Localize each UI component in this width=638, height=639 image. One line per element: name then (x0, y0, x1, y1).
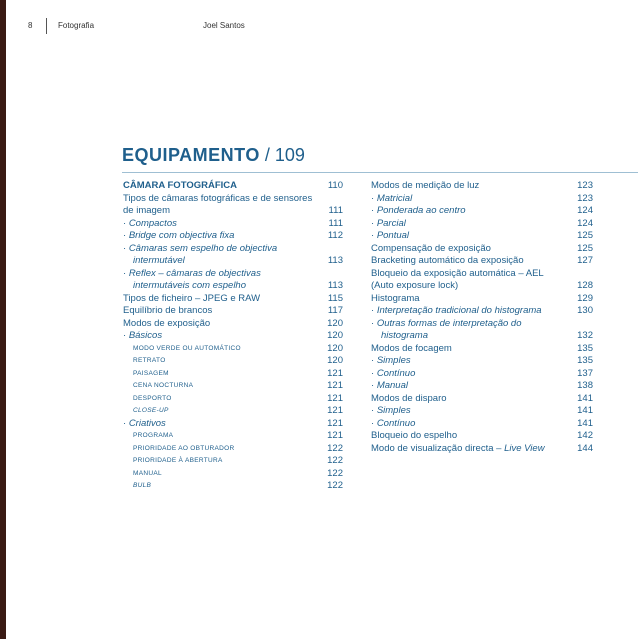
toc-column-left (123, 180, 343, 493)
toc-column-right (371, 180, 593, 455)
bullet-glyph: · (123, 267, 129, 279)
chapter-title-separator: / (259, 145, 275, 165)
toc-entry-title (371, 305, 593, 318)
toc-entry-line: Compensação de exposição (371, 242, 491, 254)
bullet-glyph: · (371, 217, 377, 229)
bullet-glyph: · (371, 405, 377, 416)
toc-page-number: 121 (327, 417, 343, 429)
toc-entry-line: Equilíbrio de brancos (123, 305, 213, 316)
toc-entry-line: CÂMARA FOTOGRÁFICA (123, 180, 237, 191)
toc-entry[interactable] (371, 318, 593, 343)
toc-entry-title (123, 468, 343, 481)
toc-entry[interactable] (123, 268, 343, 293)
toc-entry[interactable] (123, 418, 343, 431)
toc-entry-line-2: histograma (381, 330, 428, 341)
toc-entry-line-2: de imagem (123, 205, 170, 216)
toc-entry-line: Parcial (376, 217, 406, 229)
toc-page-number: 142 (577, 430, 593, 441)
toc-entry[interactable] (371, 355, 593, 368)
toc-entry[interactable] (371, 205, 593, 218)
toc-page-number: 121 (327, 405, 343, 416)
toc-entry-title (371, 193, 593, 206)
bullet-glyph: · (371, 380, 377, 391)
bullet-glyph: · (123, 330, 129, 341)
toc-entry-line: Contínuo (376, 367, 416, 379)
toc-entry-title (123, 193, 343, 218)
toc-page-number: 120 (327, 342, 343, 354)
toc-page-number: 129 (577, 292, 593, 304)
bullet-glyph: · (123, 217, 129, 229)
toc-entry-line-2: intermutáveis com espelho (133, 280, 246, 291)
toc-entry[interactable] (123, 480, 343, 493)
toc-entry[interactable] (123, 355, 343, 368)
bullet-glyph: · (371, 305, 377, 316)
toc-entry-title (123, 443, 343, 456)
toc-entry-title (123, 318, 343, 331)
toc-entry-title (371, 443, 593, 456)
toc-page-number: 135 (577, 355, 593, 366)
toc-entry-line: RETRATO (133, 357, 166, 364)
toc-page-number: 122 (327, 442, 343, 454)
bullet-glyph: · (371, 317, 377, 329)
toc-entry-title (123, 293, 343, 306)
toc-entry-title (371, 293, 593, 306)
toc-page-number: 123 (577, 180, 593, 191)
toc-entry-line: Outras formas de interpretação do (376, 317, 522, 329)
toc-entry-title (371, 380, 593, 393)
toc-entry[interactable] (371, 368, 593, 381)
toc-page-number: 127 (577, 255, 593, 266)
toc-entry[interactable] (123, 380, 343, 393)
toc-entry[interactable] (123, 405, 343, 418)
toc-entry-title (371, 243, 593, 256)
toc-entry[interactable] (123, 443, 343, 456)
bullet-glyph: · (371, 205, 377, 216)
toc-entry-line-italic: Live View (504, 442, 545, 454)
toc-entry-title (371, 355, 593, 368)
running-header (28, 18, 638, 34)
toc-page-number: 124 (577, 217, 593, 229)
toc-page-number: 130 (577, 305, 593, 316)
bullet-glyph: · (371, 417, 377, 429)
toc-entry-line: Básicos (128, 330, 163, 341)
title-rule (122, 172, 638, 173)
toc-entry-line: Reflex – câmaras de objectivas (128, 267, 261, 279)
toc-entry-title (123, 380, 343, 393)
toc-entry-line: Bracketing automático da exposição (371, 255, 524, 266)
toc-entry-line: CLOSE-UP (133, 407, 169, 414)
toc-entry-title (123, 305, 343, 318)
toc-entry-line: MANUAL (133, 469, 162, 477)
toc-entry-line: Contínuo (376, 417, 416, 429)
toc-entry-line: BULB (133, 482, 152, 489)
toc-page-number: 135 (577, 342, 593, 354)
toc-page-number: 115 (327, 292, 343, 304)
toc-entry[interactable] (371, 255, 593, 268)
toc-entry-line: Simples (376, 355, 411, 366)
toc-entry[interactable] (371, 393, 593, 406)
toc-page-number: 141 (577, 417, 593, 429)
toc-entry-title (123, 480, 343, 493)
toc-entry-title (123, 355, 343, 368)
toc-entry[interactable] (371, 268, 593, 293)
toc-entry-line: Interpretação tradicional do histograma (376, 305, 542, 316)
toc-page-number: 132 (577, 330, 593, 341)
toc-entry-title (371, 318, 593, 343)
toc-entry[interactable] (123, 180, 343, 193)
toc-entry-line: Criativos (128, 417, 166, 429)
header-divider (46, 18, 47, 34)
toc-entry-title (371, 230, 593, 243)
toc-page-number: 141 (577, 392, 593, 404)
toc-entry-title (123, 218, 343, 231)
toc-entry-title (371, 405, 593, 418)
toc-entry-title (123, 330, 343, 343)
toc-page-number: 113 (327, 255, 343, 266)
section-name: Fotografia (58, 21, 95, 30)
toc-page-number: 122 (327, 467, 343, 479)
toc-entry[interactable] (123, 455, 343, 468)
toc-entry[interactable] (371, 218, 593, 231)
toc-entry-title (371, 430, 593, 443)
toc-entry[interactable] (123, 468, 343, 481)
toc-entry[interactable] (371, 380, 593, 393)
toc-page-number: 123 (577, 192, 593, 204)
bullet-glyph: · (123, 242, 129, 254)
toc-entry[interactable] (123, 430, 343, 443)
toc-page-number: 111 (328, 205, 343, 216)
bullet-glyph: · (371, 230, 377, 241)
toc-entry-line: MODO VERDE OU AUTOMÁTICO (133, 344, 241, 352)
toc-entry[interactable] (371, 243, 593, 256)
toc-entry-line: Modos de medição de luz (371, 180, 480, 191)
toc-entry[interactable] (371, 305, 593, 318)
bullet-glyph: · (371, 367, 377, 379)
toc-page-number: 122 (327, 455, 343, 466)
toc-page-number: 125 (577, 242, 593, 254)
toc-page-number: 110 (327, 180, 343, 191)
toc-page-number: 144 (577, 442, 593, 454)
toc-entry-title (123, 343, 343, 356)
toc-entry-title (123, 180, 343, 193)
toc-entry[interactable] (123, 368, 343, 381)
toc-entry-title (371, 205, 593, 218)
toc-entry[interactable] (123, 318, 343, 331)
toc-entry-line: PROGRAMA (133, 432, 174, 439)
toc-entry-line: Ponderada ao centro (376, 205, 466, 216)
toc-page-number: 137 (577, 367, 593, 379)
toc-entry[interactable] (371, 193, 593, 206)
toc-entry-title (371, 368, 593, 381)
bullet-glyph: · (123, 230, 129, 241)
page-number: 8 (28, 21, 33, 30)
toc-page-number: 138 (577, 380, 593, 391)
toc-entry-line: PAISAGEM (133, 369, 169, 377)
toc-page-number: 111 (328, 217, 343, 229)
toc-entry-title (371, 218, 593, 231)
toc-entry[interactable] (123, 293, 343, 306)
toc-entry[interactable] (123, 343, 343, 356)
toc-entry-title (123, 368, 343, 381)
toc-entry[interactable] (371, 293, 593, 306)
toc-entry-line: Bridge com objectiva fixa (128, 230, 235, 241)
bullet-glyph: · (371, 192, 377, 204)
toc-entry[interactable] (371, 343, 593, 356)
toc-page-number: 125 (577, 230, 593, 241)
toc-page-number: 121 (327, 392, 343, 404)
toc-entry-line: PRIORIDADE À ABERTURA (133, 457, 223, 464)
toc-page-number: 112 (327, 230, 343, 241)
toc-entry-title (123, 393, 343, 406)
toc-entry-title (123, 230, 343, 243)
toc-entry-line: CENA NOCTURNA (133, 382, 194, 389)
toc-entry-line: Tipos de ficheiro – JPEG e RAW (123, 292, 261, 304)
toc-entry-line-2: intermutável (133, 255, 185, 266)
toc-entry-title (371, 180, 593, 193)
toc-entry-line: Tipos de câmaras fotográficas e de sensores (123, 192, 313, 204)
toc-entry[interactable] (123, 330, 343, 343)
toc-entry-line: Bloqueio da exposição automática – AEL (371, 267, 544, 279)
chapter-title-text: EQUIPAMENTO (122, 145, 260, 165)
toc-page-number: 124 (577, 205, 593, 216)
toc-entry-line: DESPORTO (133, 394, 172, 402)
toc-entry-line: PRIORIDADE AO OBTURADOR (133, 444, 235, 452)
toc-page-number: 141 (577, 405, 593, 416)
toc-entry-line: Modo de visualização directa – (371, 442, 505, 454)
toc-entry-title (123, 418, 343, 431)
toc-page-number: 128 (577, 280, 593, 291)
toc-entry-title (123, 268, 343, 293)
toc-entry-title (123, 430, 343, 443)
author-name: Joel Santos (203, 21, 245, 30)
toc-page-number: 113 (327, 280, 343, 291)
toc-entry[interactable] (123, 243, 343, 268)
toc-entry-title (123, 243, 343, 268)
page-edge-bar (0, 0, 6, 639)
toc-entry-line: Câmaras sem espelho de objectiva (128, 242, 278, 254)
toc-page-number: 121 (327, 430, 343, 441)
toc-entry[interactable] (371, 230, 593, 243)
toc-page-number: 120 (327, 317, 343, 329)
toc-page-number: 117 (327, 305, 343, 316)
bullet-glyph: · (371, 355, 377, 366)
toc-entry[interactable] (123, 218, 343, 231)
toc-page-number: 120 (327, 355, 343, 366)
toc-entry-title (371, 418, 593, 431)
chapter-title-page: 109 (274, 145, 305, 165)
toc-entry[interactable] (123, 230, 343, 243)
toc-entry-line: Histograma (371, 292, 420, 304)
toc-page-number: 121 (327, 380, 343, 391)
toc-entry-line: Modos de exposição (123, 317, 211, 329)
toc-entry-line: Modos de disparo (371, 392, 447, 404)
toc-entry[interactable] (371, 418, 593, 431)
chapter-title (122, 143, 305, 167)
bullet-glyph: · (123, 417, 129, 429)
toc-entry-title (371, 255, 593, 268)
toc-entry-line: Manual (376, 380, 408, 391)
toc-entry[interactable] (371, 430, 593, 443)
toc-entry-line: Modos de focagem (371, 342, 452, 354)
toc-entry-title (123, 405, 343, 418)
toc-entry[interactable] (371, 443, 593, 456)
toc-entry-line: Compactos (128, 217, 177, 229)
toc-page-number: 122 (327, 480, 343, 491)
toc-entry[interactable] (123, 305, 343, 318)
toc-entry-title (371, 393, 593, 406)
toc-entry-line: Simples (376, 405, 411, 416)
toc-entry[interactable] (371, 180, 593, 193)
toc-entry[interactable] (123, 393, 343, 406)
toc-entry-title (371, 343, 593, 356)
toc-entry-title (371, 268, 593, 293)
toc-entry-line-2: (Auto exposure lock) (371, 280, 459, 291)
toc-entry-line: Bloqueio do espelho (371, 430, 458, 441)
toc-entry-title (123, 455, 343, 468)
toc-entry-line: Matricial (376, 192, 413, 204)
toc-entry-line: Pontual (376, 230, 410, 241)
toc-entry[interactable] (371, 405, 593, 418)
toc-page-number: 121 (327, 367, 343, 379)
toc-page-number: 120 (327, 330, 343, 341)
toc-entry[interactable] (123, 193, 343, 218)
